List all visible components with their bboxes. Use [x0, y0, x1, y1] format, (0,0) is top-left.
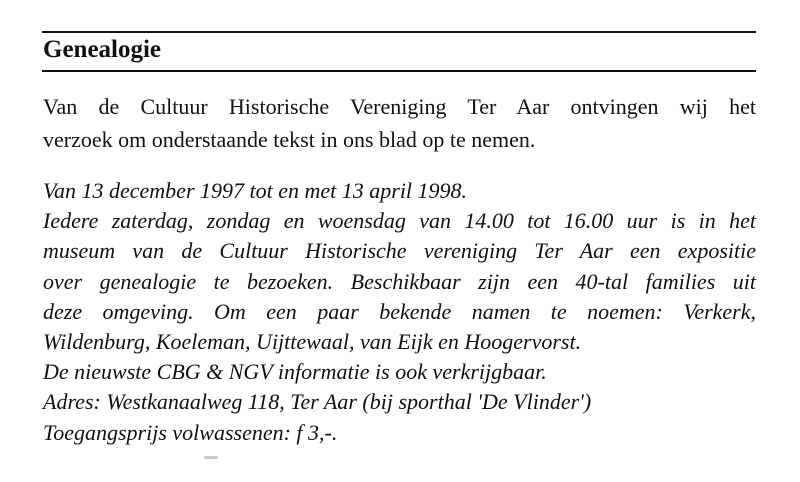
- exhibition-notice: [43, 176, 756, 448]
- notice-line-price: Toegangsprijs volwassenen: f 3,-.: [43, 419, 338, 445]
- notice-line: Iedere zaterdag, zondag en woensdag van 14.00 tot 16.00 uur is in het: [43, 208, 756, 234]
- intro-line: Van de Cultuur Historische Vereniging Ter Aar ontvingen wij het: [43, 94, 756, 119]
- intro-line: verzoek om onderstaande tekst in ons blad op te nemen.: [43, 127, 536, 152]
- notice-line: Wildenburg, Koeleman, Uijttewaal, van Eijk en Hoogervorst.: [43, 329, 582, 355]
- notice-line-address: Adres: Westkanaalweg 118, Ter Aar (bij sporthal 'De Vlinder'): [43, 389, 592, 415]
- notice-line-dates: Van 13 december 1997 tot en met 13 april 1998.: [43, 178, 468, 203]
- scan-mark: [204, 456, 218, 459]
- notice-line: over genealogie te bezoeken. Beschikbaar zijn een 40-tal families uit: [43, 268, 756, 294]
- notice-line: deze omgeving. Om een paar bekende namen te noemen: Verkerk,: [43, 298, 756, 324]
- article-heading: Genealogie: [43, 36, 162, 63]
- heading-rule-bottom: [42, 70, 756, 72]
- notice-line: De nieuwste CBG & NGV informatie is ook verkrijgbaar.: [43, 359, 547, 385]
- notice-line: museum van de Cultuur Historische vereniging Ter Aar een expositie: [43, 238, 756, 264]
- intro-paragraph: [43, 90, 756, 156]
